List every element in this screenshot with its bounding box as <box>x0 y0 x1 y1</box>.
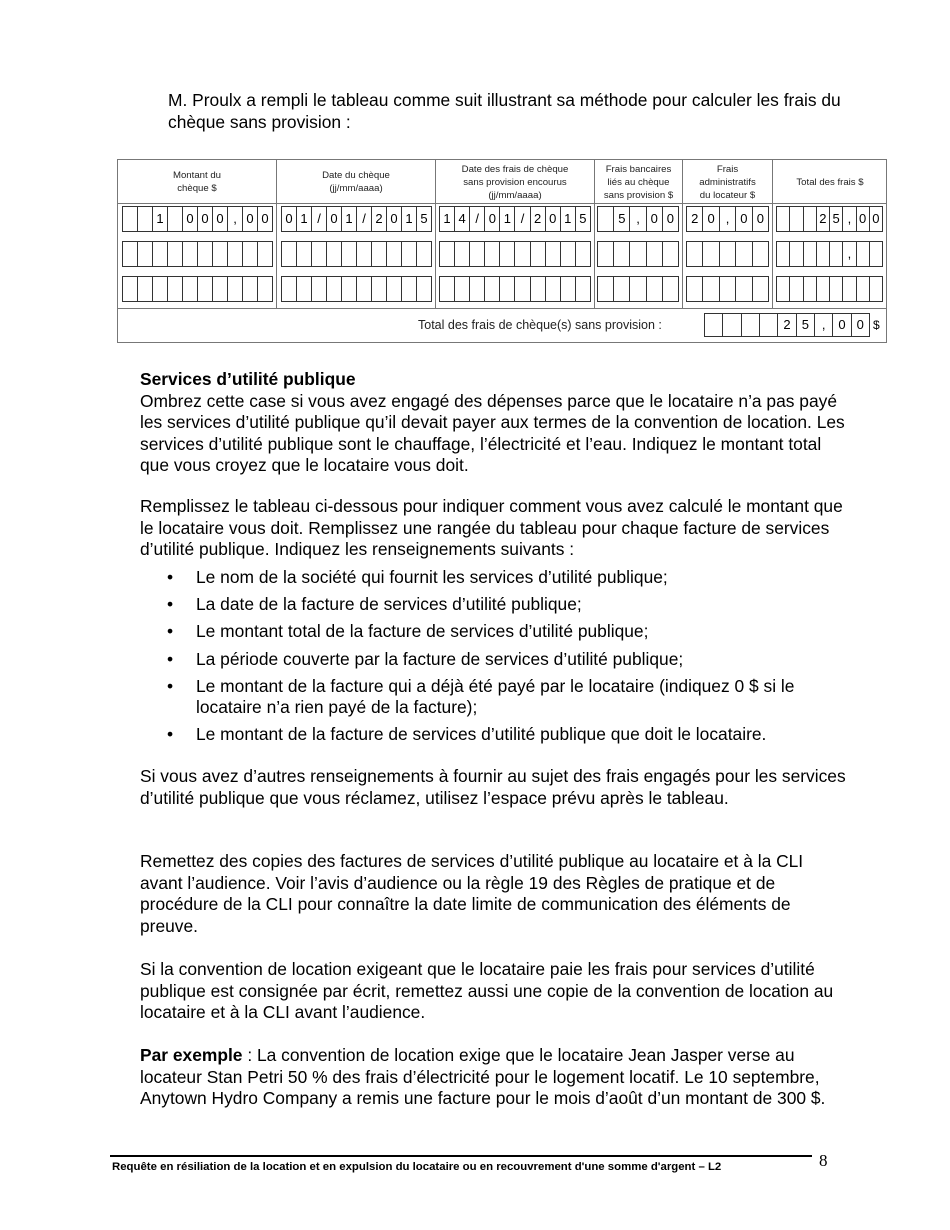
comb-cell: , <box>630 207 646 231</box>
comb-cell <box>830 242 843 266</box>
comb-cell <box>342 277 357 301</box>
comb-cell: 0 <box>736 207 752 231</box>
comb-cell <box>515 242 530 266</box>
comb-cell: 0 <box>183 207 198 231</box>
comb-cell: 4 <box>455 207 470 231</box>
comb-cell <box>777 277 790 301</box>
comb-cell <box>598 277 614 301</box>
comb-cell <box>687 277 703 301</box>
comb-cell: 0 <box>243 207 258 231</box>
comb-cell <box>387 242 402 266</box>
comb-cell <box>183 277 198 301</box>
comb-cell <box>630 242 646 266</box>
comb-cell <box>790 277 803 301</box>
column-divider <box>772 160 773 308</box>
copies-paragraph: Remettez des copies des factures de services d’utilité publique au locataire et à la CLI avant l’audience. Voir l’avis d’audience ou la règle 19 des Règles de pratique et de procédure de la CLI pour connaître la date limite de communication des éléments de preuve. <box>140 851 804 936</box>
comb-cell <box>372 277 387 301</box>
comb-cell <box>297 277 312 301</box>
comb-cell: 1 <box>440 207 455 231</box>
comb-cell <box>342 242 357 266</box>
comb-cell <box>531 242 546 266</box>
total-row-divider <box>118 308 886 309</box>
comb-cell <box>123 277 138 301</box>
comb-cell: 1 <box>402 207 417 231</box>
section-heading: Services d’utilité publique <box>140 369 356 389</box>
page-number: 8 <box>819 1151 828 1170</box>
comb-cell: , <box>843 207 856 231</box>
comb-cell: 0 <box>546 207 561 231</box>
comb-cell <box>123 242 138 266</box>
comb-cell <box>804 277 817 301</box>
list-item: • La période couverte par la facture de services d’utilité publique; <box>140 649 850 671</box>
convention-paragraph: Si la convention de location exigeant que le locataire paie les frais pour services d’utilité publique est consignée par écrit, remettez aussi une copie de la convention de location au locataire et à la CLI avant l’audience. <box>140 959 834 1022</box>
comb-cell: 2 <box>531 207 546 231</box>
col-header-charge-date: Date des frais de chèque sans provision encourus (jj/mm/aaaa) <box>461 163 569 201</box>
comb-cell: 1 <box>297 207 312 231</box>
comb-cell <box>742 314 760 336</box>
comb-cell <box>760 314 778 336</box>
comb-cell <box>153 277 168 301</box>
comb-cell <box>417 242 431 266</box>
comb-cell: / <box>470 207 485 231</box>
comb-cell <box>258 242 272 266</box>
comb-cell <box>736 242 752 266</box>
comb-cell <box>546 277 561 301</box>
comb-cell: 1 <box>342 207 357 231</box>
comb-cell <box>372 242 387 266</box>
comb-cell <box>531 277 546 301</box>
comb-cell <box>357 277 372 301</box>
comb-cell: 0 <box>485 207 500 231</box>
comb-cell <box>790 242 803 266</box>
comb-cell <box>357 242 372 266</box>
comb-field[interactable] <box>686 241 769 267</box>
comb-cell <box>243 242 258 266</box>
comb-cell <box>576 242 590 266</box>
comb-cell <box>228 277 243 301</box>
comb-cell <box>687 242 703 266</box>
col-header-cheque-date: Date du chèque (jj/mm/aaaa) <box>322 170 390 194</box>
comb-cell: 1 <box>153 207 168 231</box>
comb-field[interactable] <box>776 276 883 302</box>
comb-field[interactable] <box>776 206 883 232</box>
total-currency: $ <box>873 318 880 332</box>
comb-cell <box>387 277 402 301</box>
comb-field[interactable] <box>281 276 432 302</box>
comb-cell <box>327 242 342 266</box>
list-item: • Le montant de la facture qui a déjà été payé par le locataire (indiquez 0 $ si le locataire n’a rien payé de la facture); <box>140 676 850 719</box>
comb-cell <box>576 277 590 301</box>
comb-cell <box>228 242 243 266</box>
comb-cell <box>870 277 882 301</box>
header-divider <box>118 203 886 204</box>
comb-cell <box>647 277 663 301</box>
comb-cell <box>546 242 561 266</box>
comb-cell <box>168 242 183 266</box>
comb-cell <box>753 277 768 301</box>
comb-cell: 2 <box>778 314 796 336</box>
comb-cell <box>312 242 327 266</box>
comb-cell: , <box>843 242 856 266</box>
column-divider <box>276 160 277 308</box>
comb-cell <box>282 277 297 301</box>
comb-field[interactable] <box>122 206 273 232</box>
comb-cell <box>703 242 719 266</box>
comb-cell: 0 <box>282 207 297 231</box>
comb-cell: 0 <box>857 207 870 231</box>
fill-instructions: Remplissez le tableau ci-dessous pour indiquer comment vous avez calculé le montant que le locataire vous doit. Remplissez une rangée du tableau pour chaque facture de services d’utilité publique. Indiquez les renseignements suivants : <box>140 496 843 559</box>
comb-cell <box>417 277 431 301</box>
example-label: Par exemple <box>140 1045 243 1065</box>
comb-cell: 0 <box>703 207 719 231</box>
comb-cell: 1 <box>561 207 576 231</box>
comb-cell <box>138 207 153 231</box>
comb-cell <box>213 242 228 266</box>
comb-cell <box>843 277 856 301</box>
col-header-bank-fees: Frais bancaires liés au chèque sans provision $ <box>603 163 674 201</box>
comb-cell <box>830 277 843 301</box>
comb-field[interactable] <box>776 241 883 267</box>
list-item: • Le montant total de la facture de services d’utilité publique; <box>140 621 850 643</box>
comb-cell: 2 <box>817 207 830 231</box>
comb-cell <box>440 242 455 266</box>
comb-cell <box>561 242 576 266</box>
comb-cell: 0 <box>261 211 269 226</box>
comb-cell <box>857 277 870 301</box>
comb-cell <box>723 314 741 336</box>
comb-cell <box>736 277 752 301</box>
comb-cell <box>598 242 614 266</box>
comb-cell <box>138 242 153 266</box>
comb-cell <box>327 277 342 301</box>
other-info-paragraph: Si vous avez d’autres renseignements à fournir au sujet des frais engagés pour les services d’utilité publique que vous réclamez, utilisez l’espace prévu après le tableau. <box>140 766 846 808</box>
comb-cell <box>598 207 614 231</box>
comb-cell <box>312 277 327 301</box>
comb-cell: 0 <box>756 211 764 226</box>
comb-cell <box>753 242 768 266</box>
comb-cell <box>804 242 817 266</box>
list-item: • La date de la facture de services d’utilité publique; <box>140 594 850 616</box>
comb-cell: 5 <box>579 211 587 226</box>
comb-cell: 0 <box>387 207 402 231</box>
comb-cell: 0 <box>647 207 663 231</box>
comb-cell <box>500 277 515 301</box>
comb-cell <box>297 242 312 266</box>
comb-cell <box>455 277 470 301</box>
comb-cell: , <box>815 314 833 336</box>
comb-cell <box>777 242 790 266</box>
services-section <box>140 369 850 477</box>
comb-cell: 0 <box>872 211 880 226</box>
example-paragraph <box>140 1045 850 1110</box>
comb-cell: / <box>515 207 530 231</box>
comb-cell <box>663 242 678 266</box>
comb-cell <box>138 277 153 301</box>
comb-cell <box>515 277 530 301</box>
comb-cell <box>258 277 272 301</box>
comb-cell <box>804 207 817 231</box>
comb-cell: 5 <box>614 207 630 231</box>
column-divider <box>435 160 436 308</box>
info-bullet-list <box>140 567 850 752</box>
comb-cell: 0 <box>198 207 213 231</box>
comb-cell <box>470 242 485 266</box>
comb-cell: 5 <box>420 211 428 226</box>
comb-cell <box>857 242 870 266</box>
intro-paragraph: M. Proulx a rempli le tableau comme suit illustrant sa méthode pour calculer les frais du chèque sans provision : <box>168 90 841 132</box>
col-header-admin-fees: Frais administratifs du locateur $ <box>699 163 756 201</box>
comb-cell <box>183 242 198 266</box>
comb-cell <box>485 277 500 301</box>
list-item: • Le montant de la facture de services d’utilité publique que doit le locataire. <box>140 724 850 746</box>
comb-cell <box>402 242 417 266</box>
example-text: : La convention de location exige que le locataire Jean Jasper verse au locateur Stan Petri 50 % des frais d’électricité pour le logement locatif. Le 10 septembre, Anytown Hydro Company a remis une facture pour le mois d’août d’un montant de 300 $. <box>140 1045 826 1108</box>
nsf-cheque-table <box>117 159 887 343</box>
comb-cell: , <box>720 207 736 231</box>
comb-cell: 0 <box>856 317 864 332</box>
comb-cell <box>870 242 882 266</box>
comb-cell: 5 <box>797 314 815 336</box>
column-divider <box>682 160 683 308</box>
comb-cell <box>485 242 500 266</box>
comb-cell <box>402 277 417 301</box>
comb-cell: 1 <box>500 207 515 231</box>
comb-cell <box>705 314 723 336</box>
comb-cell <box>455 242 470 266</box>
comb-cell <box>500 242 515 266</box>
comb-cell: 0 <box>327 207 342 231</box>
comb-field[interactable] <box>439 276 591 302</box>
comb-cell <box>614 242 630 266</box>
comb-cell <box>282 242 297 266</box>
comb-cell <box>614 277 630 301</box>
comb-cell <box>790 207 803 231</box>
footer-title: Requête en résiliation de la location et en expulsion du locataire ou en recouvrement d'une somme d'argent – L2 <box>112 1161 722 1173</box>
comb-cell <box>123 207 138 231</box>
comb-field[interactable] <box>686 276 769 302</box>
comb-cell <box>720 242 736 266</box>
comb-cell <box>817 277 830 301</box>
services-description: Ombrez cette case si vous avez engagé des dépenses parce que le locataire n’a pas payé les services d’utilité publique qu’il devait payer aux termes de la convention de location. Les services d’utilité publique sont le chauffage, l’électricité et l’eau. Indiquez le montant total que vous croyez que le locataire vous doit. <box>140 390 845 475</box>
comb-cell <box>703 277 719 301</box>
comb-cell: 5 <box>830 207 843 231</box>
comb-cell <box>663 277 678 301</box>
comb-cell <box>470 277 485 301</box>
comb-field[interactable] <box>281 241 432 267</box>
comb-cell <box>720 277 736 301</box>
comb-cell <box>168 207 183 231</box>
comb-cell <box>198 277 213 301</box>
comb-cell: 2 <box>687 207 703 231</box>
comb-field[interactable] <box>439 206 591 232</box>
comb-field[interactable] <box>122 276 273 302</box>
comb-cell <box>440 277 455 301</box>
comb-cell <box>630 277 646 301</box>
comb-cell <box>561 277 576 301</box>
comb-field[interactable] <box>281 206 432 232</box>
comb-field[interactable] <box>439 241 591 267</box>
comb-cell: / <box>357 207 372 231</box>
comb-cell <box>243 277 258 301</box>
col-header-amount: Montant du chèque $ <box>172 170 221 194</box>
column-divider <box>594 160 595 308</box>
comb-cell <box>777 207 790 231</box>
comb-field[interactable] <box>597 241 679 267</box>
comb-field[interactable] <box>597 206 679 232</box>
col-header-total-fees: Total des frais $ <box>796 176 864 188</box>
comb-cell: / <box>312 207 327 231</box>
comb-cell <box>153 242 168 266</box>
comb-cell <box>647 242 663 266</box>
comb-cell <box>817 242 830 266</box>
comb-cell <box>213 277 228 301</box>
total-label: Total des frais de chèque(s) sans provision : <box>418 318 662 332</box>
list-item: • Le nom de la société qui fournit les services d’utilité publique; <box>140 567 850 589</box>
comb-cell <box>168 277 183 301</box>
total-amount-field[interactable] <box>704 313 870 337</box>
comb-cell: 0 <box>213 207 228 231</box>
comb-cell: 0 <box>666 211 675 226</box>
footer-rule <box>110 1155 812 1157</box>
comb-cell <box>198 242 213 266</box>
comb-cell: , <box>228 207 243 231</box>
comb-field[interactable] <box>122 241 273 267</box>
comb-field[interactable] <box>597 276 679 302</box>
comb-field[interactable] <box>686 206 769 232</box>
comb-cell: 0 <box>833 314 851 336</box>
comb-cell: 2 <box>372 207 387 231</box>
